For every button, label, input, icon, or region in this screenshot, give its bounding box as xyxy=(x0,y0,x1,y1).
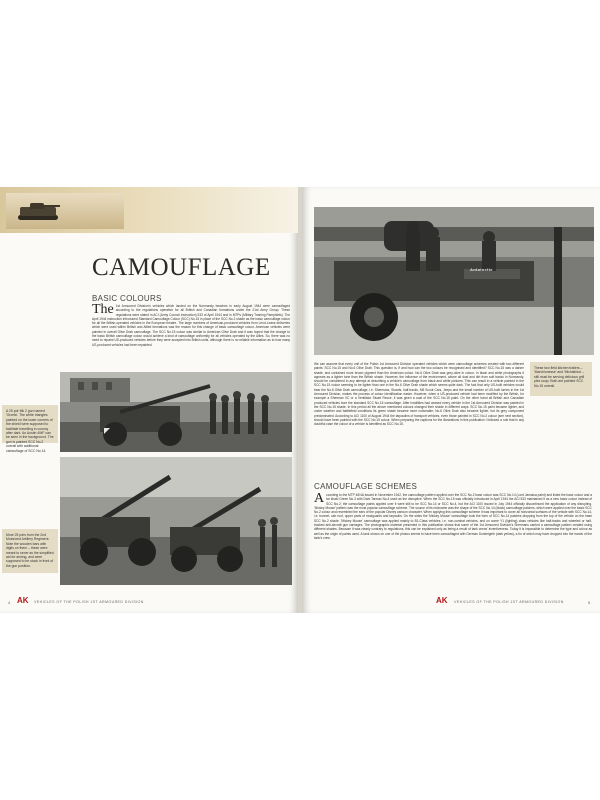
ak-logo-right: AK xyxy=(436,596,448,605)
footer-text-left: VEHICLES OF THE POLISH 1ST ARMOURED DIVISION xyxy=(34,600,144,604)
trailer-name-marking: Antoinette xyxy=(470,267,493,272)
section-heading-camouflage-schemes: CAMOUFLAGE SCHEMES xyxy=(314,482,418,491)
caption-more-25pdrs: More 25 pdrs from the 2nd Motorized Artillery Regiment. Note the wooden bars with digits on them – these were meant to serve as the simplified aid for aiming, and were supposed to be stuck in front of the gun position. xyxy=(2,529,58,573)
section-heading-basic-colours: BASIC COLOURS xyxy=(92,294,162,303)
drop-cap: The xyxy=(92,302,114,317)
photo-more-25pdrs-image xyxy=(60,457,292,585)
schemes-paragraph xyxy=(314,493,592,540)
photo-25pdr-gun xyxy=(60,372,292,452)
ak-logo-left: AK xyxy=(17,596,29,605)
page-number-left: 4 xyxy=(8,600,11,605)
intro-paragraph xyxy=(92,304,290,347)
caption-25pdr-gun: A 25 pdr Mk 2 gun named 'Orzeła'. The white triangles painted on the lower corners of the shield were supposed to facilitate travelling in convoy after dark. An Austin 4WF can be seen in the background. The gun is painted SCC No.2 overall with additional camouflage of SCC No.14. xyxy=(2,405,58,443)
photo-25pdr-gun-image xyxy=(60,372,292,452)
photo-field-kitchen-trailers-image xyxy=(314,207,594,355)
page-number-right: 5 xyxy=(588,600,591,605)
tank-photo xyxy=(6,193,124,229)
tank-turret xyxy=(30,203,44,209)
book-spread xyxy=(0,187,600,613)
photo-more-25pdrs xyxy=(60,457,292,585)
header-band xyxy=(0,187,298,233)
right-page xyxy=(302,187,600,613)
photo-field-kitchen-trailers xyxy=(314,207,594,355)
page-title: CAMOUFLAGE xyxy=(92,254,271,281)
body-text: The large numbers of American-produced vehicles from Lend-Lease deliveries which were used within British and Allied formations was the reason for this change of basic camouflage colour. American vehicles were painted in overall Olive Drab camouflage. The SCC No.15 colour was similar to American Olive Drab and it was hoped that the change to the basic British camouflage colour would achieve a kind of camouflage uniformity for all vehicles operated by the Allies. So, there was no need to repaint US-produced vehicles before they were accepted into British units, although there is no reliable information as to how many US-produced vehicles had been repainted. xyxy=(92,321,290,347)
caption-field-kitchen: These two field kitchen trailers – 'Marchionesse' and 'Michalinka' – still must be serving delicious grill pies soup. Both are painted SCC No.15 overall. xyxy=(530,362,592,396)
drop-cap-schemes: A xyxy=(314,491,325,506)
footer-text-right: VEHICLES OF THE POLISH 1ST ARMOURED DIVISION xyxy=(454,600,564,604)
tank-gun xyxy=(44,205,60,207)
intro-text: 1st Armoured Division's vehicles which landed on the Normandy beaches in early August 1944 were camouflaged according to the regulations operative for all British and Canadian formations under the 21st Army Group. These regulations were stated in ACI (Army Council Instruction) 533 of April 1944 and in MTPs (Military Training Pamphlets). The April 1944 instruction introduced Standard Camouflage Colour (SCC) No.15 in place of the SCC No.2 shade as the basic camouflage colour for all the British-operated vehicles in the European theatre. xyxy=(92,304,290,326)
left-page xyxy=(0,187,298,613)
schemes-text: ccording to the MTP 46/4A issued in November 1942, the camouflage pattern applied over the SCC No.2 base colour was SCC No.14 (Lord Jamaica paint) and listed the base colour and a far khaki Green No.3 with Dark Tarmac No.4 used as the disruptive. When the SCC No.15 was officially introduced in April 1944 the ACI 533 maintained it as a new basic colour instead of SCC No.2; the camouflage paints applied over it were still to be SCC No.14 or SCC No.4, but the ACI 1100 issued in July 1944 officially discontinued the application of any disrupting. 'Mickey Mouse' pattern was the most popular camouflage scheme. The source of its nickname was the shape of the SCC No.14 (black) camouflage patches, which were applied over the basic SCC No.2 colour and resembled the ears of the popular Disney cartoon character. When applying this camouflage scheme it was important to cover all horizontal surfaces of the vehicle with SCC No.14, i.e. bonnet, cab roof, upper parts of mudguards and tarpaulin. On the sides the 'Mickey Mouse' camouflage took the form of SCC No.14 patches dropping from the top of the vehicle on the base SCC No.2 shade. 'Mickey Mouse' camouflage was applied mainly to B1-Class vehicles, i.e. non-combat vehicles, and on some Y1 (lighting) class vehicles like half-tracks and wheeled or half-tracked anti-aircraft gun carriages. The photographic material presented in this publication shows that some of the 1st Armoured Division's Shermans carried a camouflage pattern created using different shades. Because it was clearly contrary to regulations, this can be explained only as being a result of tank crews' inventiveness. Today it is impossible to determine the type and colour as well as the origin of paints used. A tank shown on one of the photos seems to have been camouflaged with German Dunkelgelb (dark yellow), a tin of which may have dropped into the hands of the tank's crew. xyxy=(314,493,592,540)
right-body-paragraph: We can assume that every unit of the Polish 1st Armoured Division operated vehicles which were camouflage schemes created with two different paints: SCC No.15 and No.6 Olive Drab. This question is, if and how can the two colours be recognised and identified? SCC No.15 was a darker shade, and contained more brown pigment than the American colour. No.6 Olive Drab was grey-olive in colour. In black and white photographs it appears as a lighter tone than the British shade. However, the influence of the environment, above all dust and dirt from soft tracks in Normandy, should be considered in any attempt at describing a vehicle's camouflage from black and white pictures. This can result in a vehicle painted in the SCC No.15 colour seeming to be lighter than one in the No.6 Olive Drab shade which seems quite dark. The fact that only US-built vehicles would bear the No.6 Olive Drab camouflage, i.e. Shermans, Stuarts, half-tracks, M5 Scout Cars, Jeeps and the small number of US-built lorries in the 1st Armoured Division, makes the process of colour identification easier. However, when a US-produced vehicle had been modified by the British, for example a Sherman VC or a Ventilator Stuart Recce, it was given a coat of the SCC No.15 paint. On the other hand all British and Canadian produced vehicles bore the standard SCC No.15 camouflage. After hostilities had ceased every vehicle in the 1st Armoured Division was painted in the SCC No.15 shade. In this period all the above mentioned colours changed their shade in different ways. SCC No.15 paint became lighter, and under weather and battlefield conditions its green shade became more noticeable; No.6 Olive Drab also became lighter, but its grey component predominated. According to ACI 1100 of August 1944 the tarpaulins of transport vehicles, even those painted in SCC No.2 colour (see next section), should have been painted with the SCC No.15 colour. When preparing the captions for the illustrations in this publication I followed a rule that in any doubtful case the colour of a vehicle is identified as SCC No.15. xyxy=(314,362,524,427)
